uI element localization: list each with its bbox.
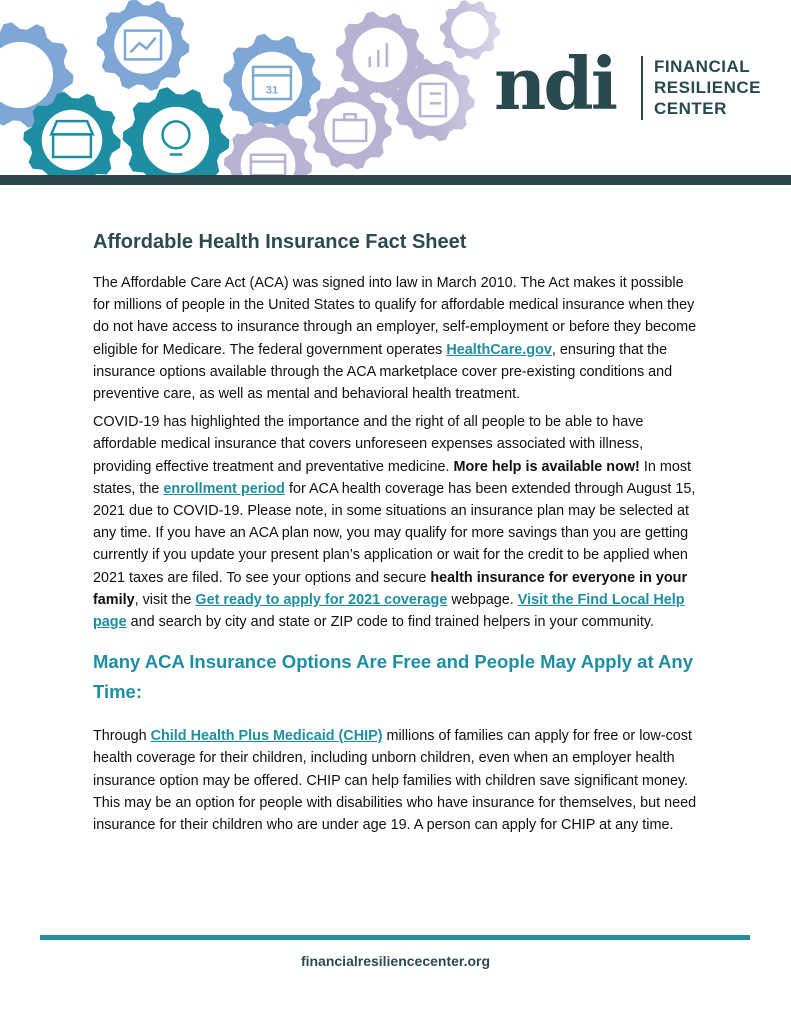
covid-paragraph xyxy=(93,411,703,633)
logo-line-1: FINANCIAL xyxy=(654,57,751,76)
page-title: Affordable Health Insurance Fact Sheet xyxy=(93,231,467,253)
healthcare-gov-link[interactable]: HealthCare.gov xyxy=(446,341,552,358)
covid-text-3: for ACA health coverage has been extended through August 15, 2021 due to COVID-19. Please note, in some situations an insurance plan may be selected at any time. If you have an ACA plan now, you may qualify for more savings than you are getting currently if you update your present plan’s application or wait for the credit to be applied when 2021 taxes are filed. To see your options and secure xyxy=(93,480,696,586)
chip-text-2: millions of families can apply for free or low-cost health coverage for their children, including unborn children, even when an employer health insurance option may be offered. CHIP can help families with children save significant money. This may be an option for people with disabilities who have insurance for themselves, but need insurance for their children who are under age 19. A person can apply for CHIP at any time. xyxy=(93,728,697,834)
family-insurance-bold: health insurance for everyone in your family xyxy=(93,569,688,608)
logo-line-2: RESILIENCE xyxy=(654,78,762,97)
chip-text-1: Through xyxy=(93,728,151,745)
covid-text-5: webpage. xyxy=(447,591,518,608)
footer-url: financialresiliencecenter.org xyxy=(300,953,491,969)
chip-paragraph xyxy=(93,725,703,836)
get-ready-link[interactable]: Get ready to apply for 2021 coverage xyxy=(195,591,448,608)
logo-line-3: CENTER xyxy=(654,99,727,118)
covid-text-1: COVID-19 has highlighted the importance and the right of all people to be able to have affordable medical insurance that covers unforeseen expenses associated with illness, providing effective treatment and preventative medicine. xyxy=(93,414,644,475)
intro-text-2: , ensuring that the insurance options available through the ACA marketplace cover pre-existing conditions and preventive care, as well as mental and behavioral health treatment. xyxy=(93,341,673,403)
chip-link[interactable]: Child Health Plus Medicaid (CHIP) xyxy=(150,728,383,745)
more-help-bold: More help is available now! xyxy=(453,458,640,475)
footer-divider xyxy=(40,935,750,940)
covid-text-6: and search by city and state or ZIP code to find trained helpers in your community. xyxy=(126,614,654,631)
covid-text-4: , visit the xyxy=(134,591,196,608)
intro-text-1: The Affordable Care Act (ACA) was signed into law in March 2010. The Act makes it possible for millions of people in the United States to qualify for affordable medical insurance when they do not have access to insurance through an employer, self-employment or before they become eligible for Medicare. The federal government operates xyxy=(93,275,697,358)
logo-wordmark xyxy=(654,56,784,119)
section-heading: Many ACA Insurance Options Are Free and People May Apply at Any Time: xyxy=(93,651,694,703)
enrollment-period-link[interactable]: enrollment period xyxy=(163,480,285,497)
main-content xyxy=(93,228,703,836)
header-divider-bar xyxy=(0,175,791,185)
intro-paragraph xyxy=(93,272,703,405)
logo-mark: ndi xyxy=(494,41,616,126)
page-header xyxy=(0,0,791,185)
covid-text-2: In most states, the xyxy=(93,458,692,497)
logo-divider xyxy=(641,56,643,120)
find-local-help-link[interactable]: Visit the Find Local Help page xyxy=(93,591,685,631)
